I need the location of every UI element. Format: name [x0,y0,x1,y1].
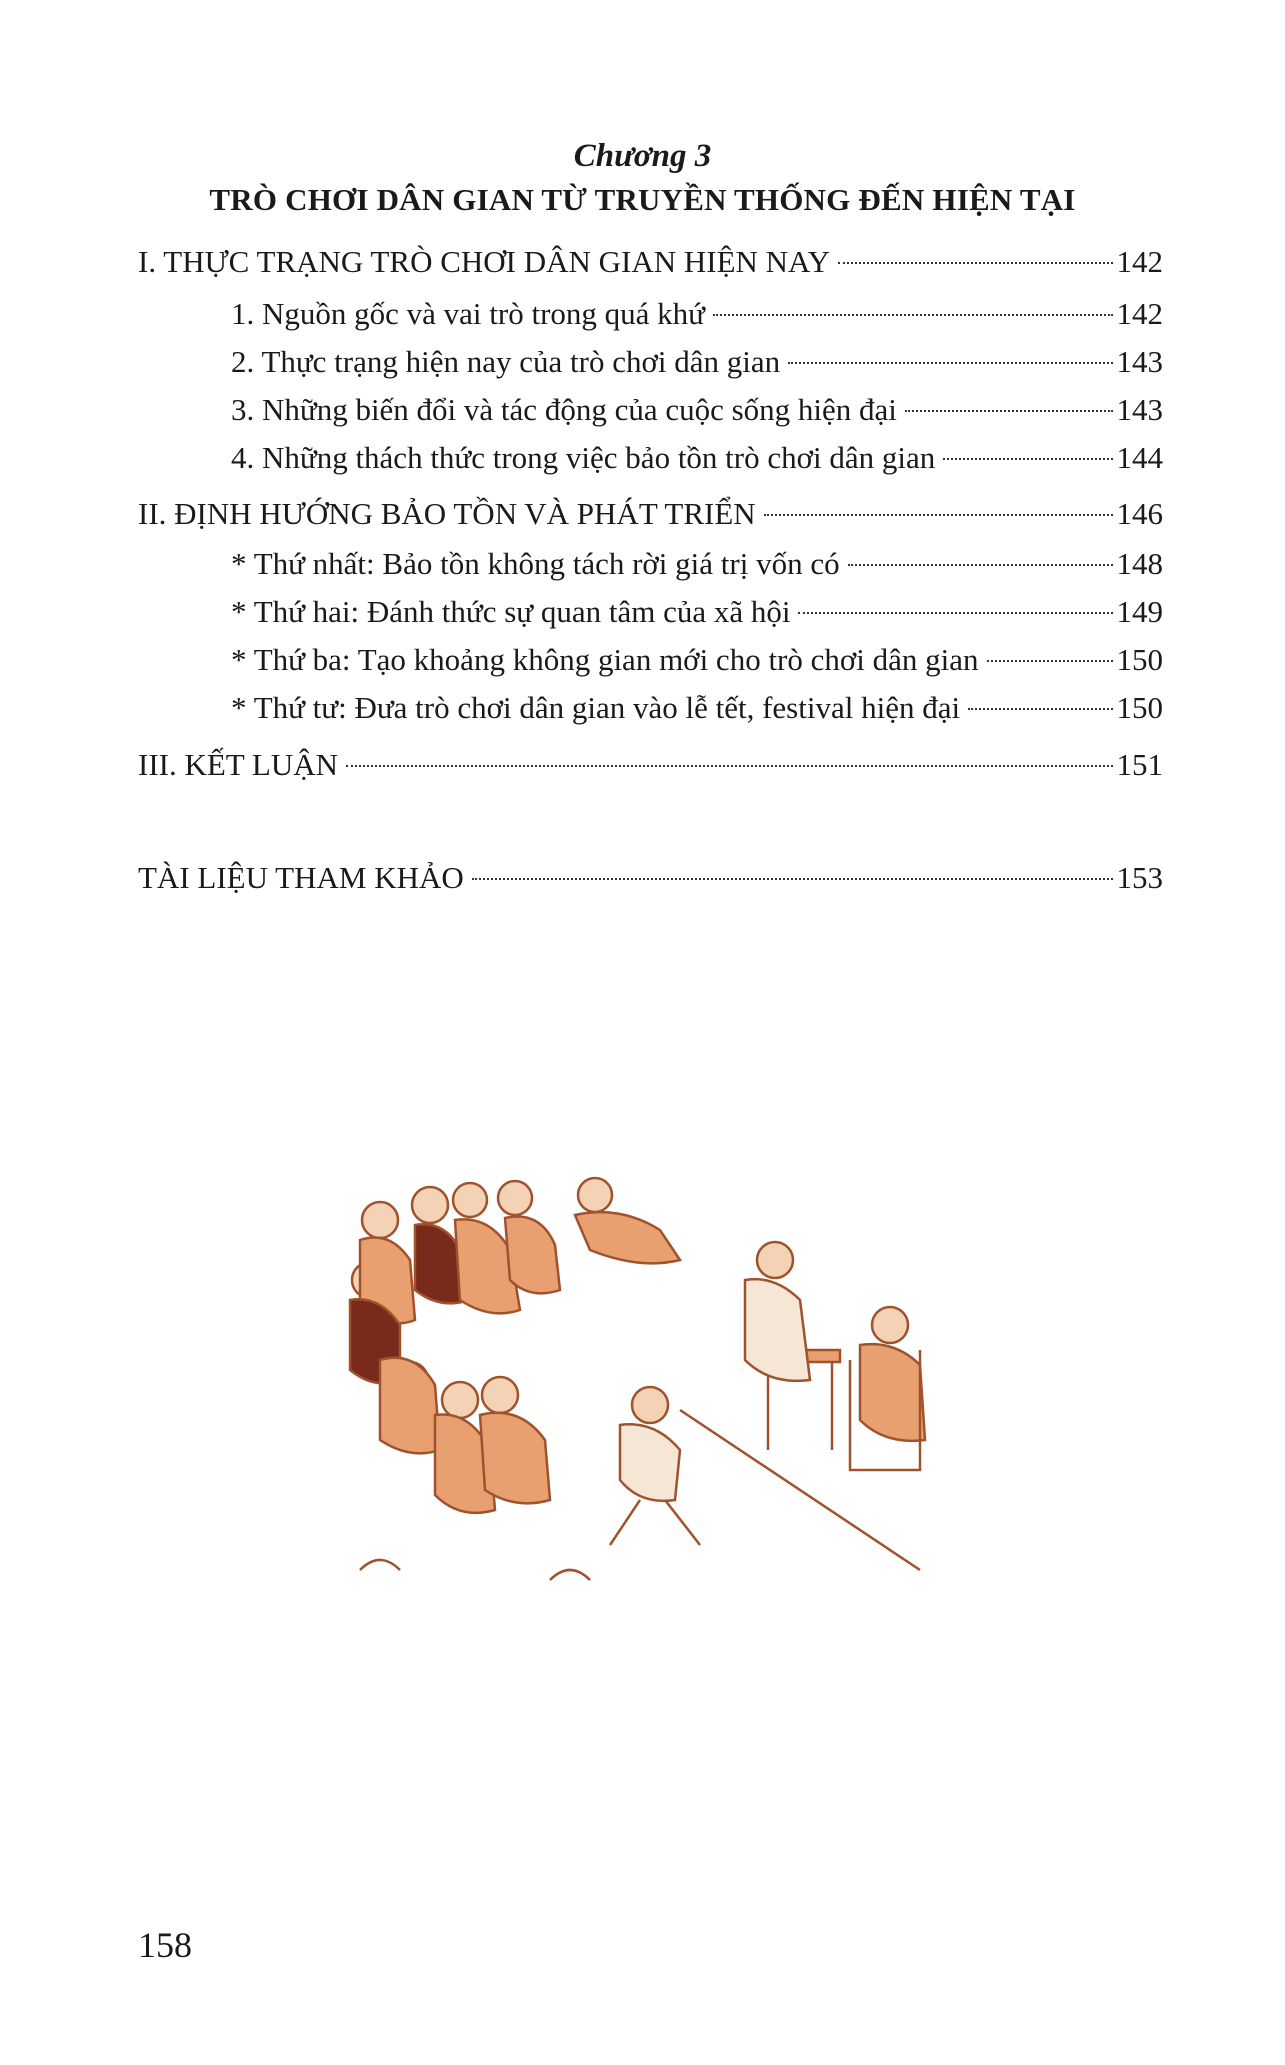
toc-leader-dots [943,458,1112,460]
toc-leader-dots [905,410,1113,412]
toc-entry-page: 150 [1116,642,1163,677]
toc-entry-text: II. ĐỊNH HƯỚNG BẢO TỒN VÀ PHÁT TRIỂN [138,496,756,531]
toc-entry-page: 142 [1116,296,1163,331]
toc-entry-page: 146 [1116,496,1163,531]
toc-entry-2-2[interactable] [231,590,1163,634]
toc-entry-1-4[interactable] [231,436,1163,480]
toc-leader-dots [713,314,1113,316]
page-number: 158 [138,1925,192,1965]
toc-entry-1-2[interactable] [231,340,1163,384]
toc-leader-dots [848,564,1113,566]
toc-leader-dots [838,262,1113,264]
toc-leader-dots [987,660,1113,662]
toc-entry-page: 151 [1116,747,1163,782]
toc-entry-1-1[interactable] [231,292,1163,336]
toc-entry-page: 143 [1116,344,1163,379]
folk-game-illustration [320,1150,960,1590]
toc-entry-page: 143 [1116,392,1163,427]
toc-entry-text: I. THỰC TRẠNG TRÒ CHƠI DÂN GIAN HIỆN NAY [138,244,830,279]
toc-entry-page: 153 [1116,860,1163,895]
toc-entry-text: * Thứ hai: Đánh thức sự quan tâm của xã hội [231,594,791,629]
toc-leader-dots [798,612,1112,614]
toc-entry-text: TÀI LIỆU THAM KHẢO [138,860,464,895]
toc-entry-text: 1. Nguồn gốc và vai trò trong quá khứ [231,296,705,331]
toc-entry-text: 2. Thực trạng hiện nay của trò chơi dân gian [231,344,781,379]
toc-entry-text: * Thứ ba: Tạo khoảng không gian mới cho trò chơi dân gian [231,642,979,677]
toc-leader-dots [788,362,1112,364]
toc-entry-text: 4. Những thách thức trong việc bảo tồn trò chơi dân gian [231,440,936,475]
toc-entry-text: III. KẾT LUẬN [138,747,339,782]
toc-entry-page: 142 [1116,244,1163,279]
toc-entry-page: 150 [1116,690,1163,725]
toc-leader-dots [346,765,1112,767]
chapter-title: TRÒ CHƠI DÂN GIAN TỪ TRUYỀN THỐNG ĐẾN HIỆN TẠI [209,182,1076,217]
toc-entry-text: 3. Những biến đổi và tác động của cuộc sống hiện đại [231,392,897,427]
toc-entry-2-3[interactable] [231,638,1163,682]
toc-entry-text: * Thứ nhất: Bảo tồn không tách rời giá trị vốn có [231,546,840,581]
toc-entry-1-3[interactable] [231,388,1163,432]
toc-entry-section-2[interactable] [138,492,1163,536]
toc-entry-2-4[interactable] [231,686,1163,730]
toc-entry-references[interactable] [138,856,1163,900]
toc-entry-section-1[interactable] [138,240,1163,284]
toc-entry-page: 144 [1116,440,1163,475]
toc-entry-page: 148 [1116,546,1163,581]
toc-entry-section-3[interactable] [138,743,1163,787]
toc-entry-page: 149 [1116,594,1163,629]
toc-leader-dots [764,514,1113,516]
toc-leader-dots [968,708,1112,710]
toc-entry-text: * Thứ tư: Đưa trò chơi dân gian vào lễ tết, festival hiện đại [231,690,961,725]
toc-leader-dots [472,878,1113,880]
chapter-label: Chương 3 [573,138,712,174]
toc-entry-2-1[interactable] [231,542,1163,586]
